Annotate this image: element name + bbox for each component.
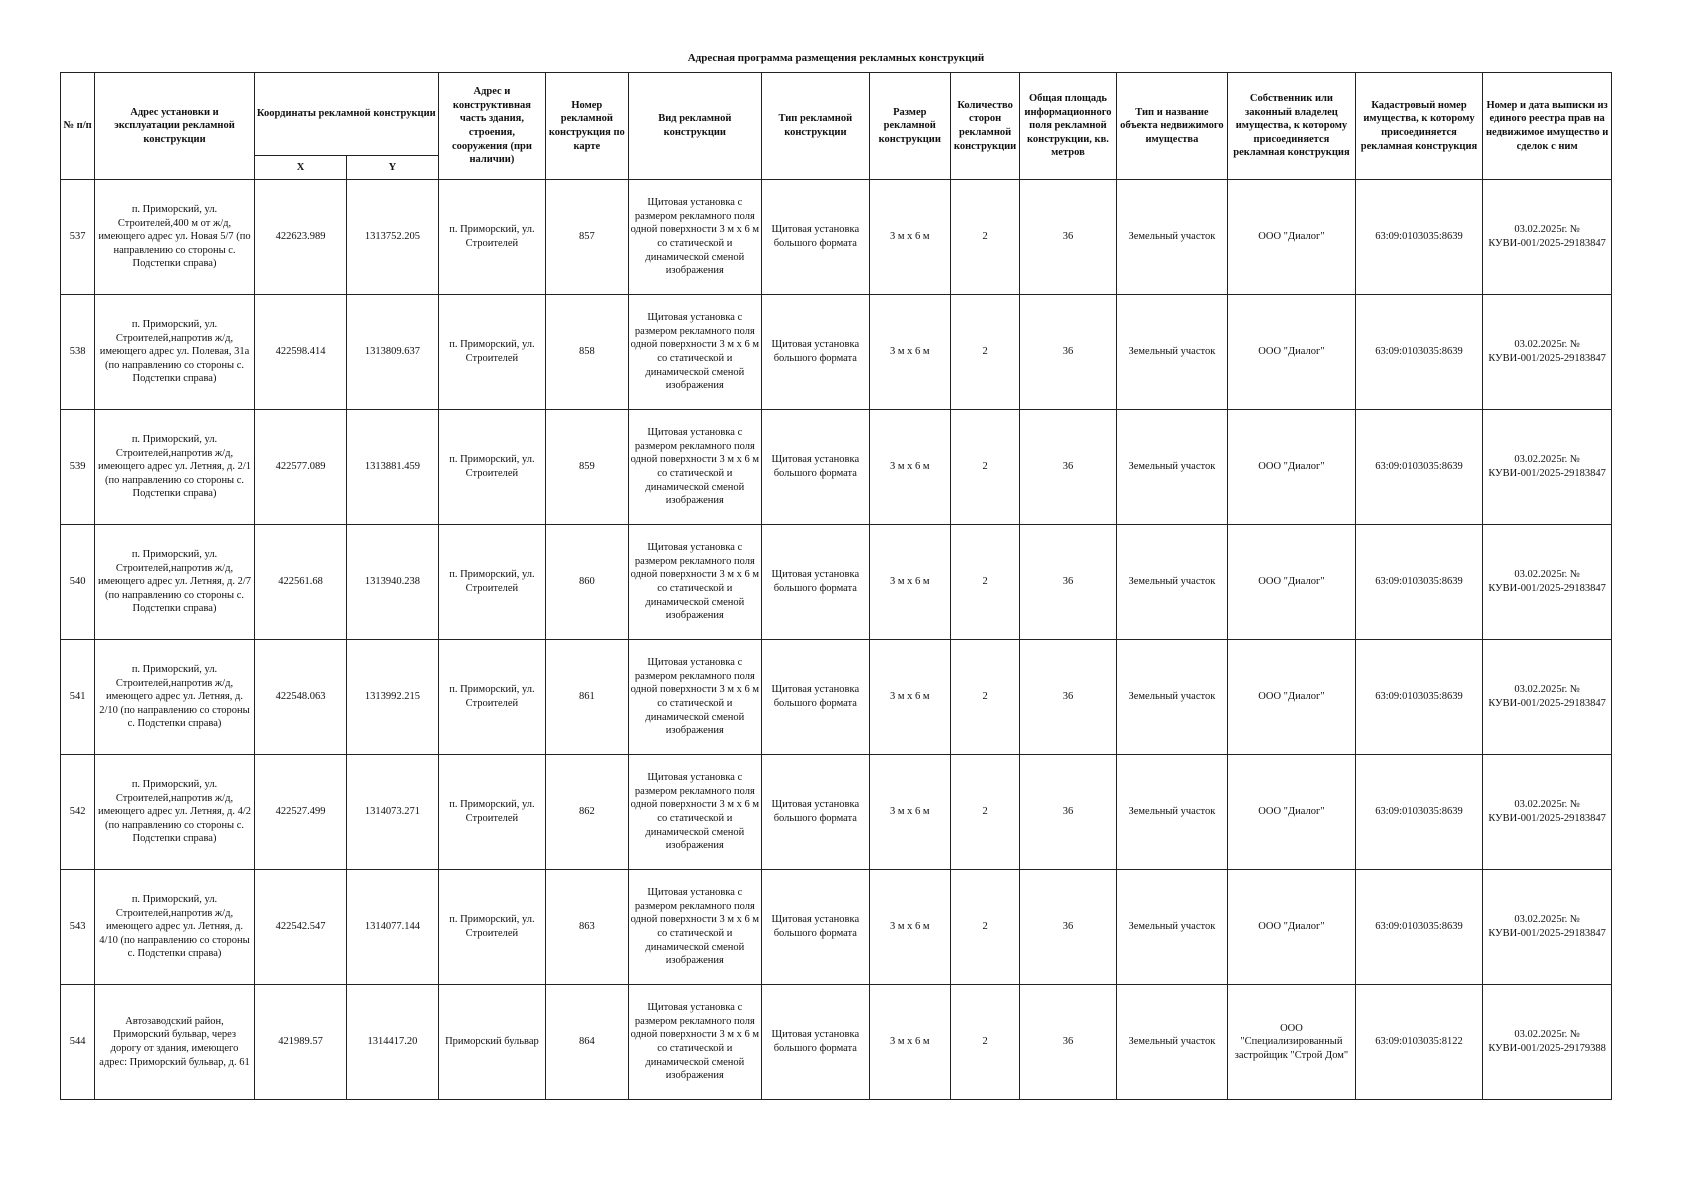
cell-building: п. Приморский, ул. Строителей	[438, 295, 545, 410]
cell-map-number: 864	[546, 985, 628, 1100]
cell-property: Земельный участок	[1116, 640, 1228, 755]
cell-x: 422542.547	[254, 870, 346, 985]
cell-size: 3 м х 6 м	[869, 295, 950, 410]
cell-num: 541	[61, 640, 95, 755]
cell-size: 3 м х 6 м	[869, 640, 950, 755]
cell-area: 36	[1020, 640, 1116, 755]
cell-address: п. Приморский, ул. Строителей,напротив ж/д, имеющего адрес ул. Летняя, д. 4/2 (по направлению со стороны с. Подстепки справа)	[95, 755, 255, 870]
cell-map-number: 858	[546, 295, 628, 410]
cell-num: 540	[61, 525, 95, 640]
header-sides: Количество сторон рекламной конструкции	[950, 73, 1019, 180]
cell-property: Земельный участок	[1116, 180, 1228, 295]
cell-address: п. Приморский, ул. Строителей,напротив ж/д, имеющего адрес ул. Летняя, д. 4/10 (по направлению со стороны с. Подстепки справа)	[95, 870, 255, 985]
header-cadastral: Кадастровый номер имущества, к которому присоединяется рекламная конструкция	[1355, 73, 1483, 180]
cell-x: 422577.089	[254, 410, 346, 525]
cell-x: 422561.68	[254, 525, 346, 640]
cell-sides: 2	[950, 985, 1019, 1100]
advertising-program-table	[60, 72, 1612, 1100]
cell-sides: 2	[950, 755, 1019, 870]
cell-building: п. Приморский, ул. Строителей	[438, 870, 545, 985]
cell-x: 422527.499	[254, 755, 346, 870]
cell-registry: 03.02.2025г. № КУВИ-001/2025-29183847	[1483, 525, 1612, 640]
cell-map-number: 857	[546, 180, 628, 295]
table-row	[61, 295, 1612, 410]
cell-sides: 2	[950, 410, 1019, 525]
cell-area: 36	[1020, 180, 1116, 295]
cell-y: 1313809.637	[347, 295, 438, 410]
cell-owner: ООО "Диалог"	[1228, 640, 1356, 755]
cell-registry: 03.02.2025г. № КУВИ-001/2025-29183847	[1483, 295, 1612, 410]
cell-x: 422623.989	[254, 180, 346, 295]
cell-property: Земельный участок	[1116, 870, 1228, 985]
header-building: Адрес и конструктивная часть здания, строения, сооружения (при наличии)	[438, 73, 545, 180]
cell-property: Земельный участок	[1116, 525, 1228, 640]
cell-building: п. Приморский, ул. Строителей	[438, 525, 545, 640]
cell-y: 1314077.144	[347, 870, 438, 985]
cell-sides: 2	[950, 640, 1019, 755]
cell-owner: ООО "Диалог"	[1228, 525, 1356, 640]
cell-building: п. Приморский, ул. Строителей	[438, 755, 545, 870]
cell-kind: Щитовая установка с размером рекламного поля одной поверхности 3 м х 6 м со статической и динамической сменой изображения	[628, 295, 762, 410]
cell-address: п. Приморский, ул. Строителей,напротив ж/д, имеющего адрес ул. Летняя, д. 2/10 (по направлению со стороны с. Подстепки справа)	[95, 640, 255, 755]
cell-type: Щитовая установка большого формата	[762, 525, 869, 640]
cell-x: 422548.063	[254, 640, 346, 755]
cell-building: п. Приморский, ул. Строителей	[438, 410, 545, 525]
cell-registry: 03.02.2025г. № КУВИ-001/2025-29183847	[1483, 755, 1612, 870]
cell-y: 1314073.271	[347, 755, 438, 870]
cell-num: 542	[61, 755, 95, 870]
cell-cadastral: 63:09:0103035:8639	[1355, 640, 1483, 755]
cell-area: 36	[1020, 870, 1116, 985]
cell-num: 539	[61, 410, 95, 525]
table-row	[61, 180, 1612, 295]
cell-type: Щитовая установка большого формата	[762, 295, 869, 410]
cell-y: 1313992.215	[347, 640, 438, 755]
table-row	[61, 640, 1612, 755]
cell-size: 3 м х 6 м	[869, 755, 950, 870]
header-map-number: Номер рекламной конструкция по карте	[546, 73, 628, 180]
cell-address: п. Приморский, ул. Строителей,напротив ж/д, имеющего адрес ул. Летняя, д. 2/1 (по направлению со стороны с. Подстепки справа)	[95, 410, 255, 525]
cell-kind: Щитовая установка с размером рекламного поля одной поверхности 3 м х 6 м со статической и динамической сменой изображения	[628, 180, 762, 295]
header-owner: Собственник или законный владелец имущества, к которому присоединяется рекламная конструкция	[1228, 73, 1356, 180]
table-row	[61, 525, 1612, 640]
table-row	[61, 410, 1612, 525]
cell-sides: 2	[950, 870, 1019, 985]
document-title: Адресная программа размещения рекламных конструкций	[687, 52, 985, 64]
header-kind: Вид рекламной конструкции	[628, 73, 762, 180]
cell-kind: Щитовая установка с размером рекламного поля одной поверхности 3 м х 6 м со статической и динамической сменой изображения	[628, 870, 762, 985]
table-row	[61, 755, 1612, 870]
cell-cadastral: 63:09:0103035:8639	[1355, 410, 1483, 525]
cell-cadastral: 63:09:0103035:8639	[1355, 180, 1483, 295]
cell-cadastral: 63:09:0103035:8639	[1355, 755, 1483, 870]
cell-area: 36	[1020, 410, 1116, 525]
cell-owner: ООО "Диалог"	[1228, 410, 1356, 525]
cell-num: 538	[61, 295, 95, 410]
cell-registry: 03.02.2025г. № КУВИ-001/2025-29183847	[1483, 640, 1612, 755]
cell-size: 3 м х 6 м	[869, 870, 950, 985]
header-address: Адрес установки и эксплуатации рекламной конструкции	[95, 73, 255, 180]
header-registry: Номер и дата выписки из единого реестра прав на недвижимое имущество и сделок с ним	[1483, 73, 1612, 180]
header-size: Размер рекламной конструкции	[869, 73, 950, 180]
cell-kind: Щитовая установка с размером рекламного поля одной поверхности 3 м х 6 м со статической и динамической сменой изображения	[628, 985, 762, 1100]
header-property: Тип и название объекта недвижимого имущества	[1116, 73, 1228, 180]
cell-registry: 03.02.2025г. № КУВИ-001/2025-29183847	[1483, 180, 1612, 295]
cell-owner: ООО "Специализированный застройщик "Строй Дом"	[1228, 985, 1356, 1100]
cell-type: Щитовая установка большого формата	[762, 870, 869, 985]
cell-property: Земельный участок	[1116, 985, 1228, 1100]
cell-y: 1314417.20	[347, 985, 438, 1100]
cell-type: Щитовая установка большого формата	[762, 180, 869, 295]
cell-area: 36	[1020, 525, 1116, 640]
cell-building: Приморский бульвар	[438, 985, 545, 1100]
cell-kind: Щитовая установка с размером рекламного поля одной поверхности 3 м х 6 м со статической и динамической сменой изображения	[628, 525, 762, 640]
cell-type: Щитовая установка большого формата	[762, 755, 869, 870]
cell-num: 543	[61, 870, 95, 985]
cell-kind: Щитовая установка с размером рекламного поля одной поверхности 3 м х 6 м со статической и динамической сменой изображения	[628, 410, 762, 525]
cell-cadastral: 63:09:0103035:8639	[1355, 870, 1483, 985]
cell-sides: 2	[950, 295, 1019, 410]
cell-x: 421989.57	[254, 985, 346, 1100]
cell-cadastral: 63:09:0103035:8122	[1355, 985, 1483, 1100]
cell-size: 3 м х 6 м	[869, 410, 950, 525]
header-y: Y	[347, 156, 438, 180]
cell-property: Земельный участок	[1116, 295, 1228, 410]
cell-property: Земельный участок	[1116, 755, 1228, 870]
cell-y: 1313881.459	[347, 410, 438, 525]
cell-cadastral: 63:09:0103035:8639	[1355, 295, 1483, 410]
cell-building: п. Приморский, ул. Строителей	[438, 640, 545, 755]
cell-area: 36	[1020, 985, 1116, 1100]
cell-owner: ООО "Диалог"	[1228, 870, 1356, 985]
cell-map-number: 860	[546, 525, 628, 640]
cell-area: 36	[1020, 295, 1116, 410]
cell-property: Земельный участок	[1116, 410, 1228, 525]
cell-registry: 03.02.2025г. № КУВИ-001/2025-29183847	[1483, 410, 1612, 525]
cell-kind: Щитовая установка с размером рекламного поля одной поверхности 3 м х 6 м со статической и динамической сменой изображения	[628, 640, 762, 755]
cell-building: п. Приморский, ул. Строителей	[438, 180, 545, 295]
table-row	[61, 870, 1612, 985]
cell-map-number: 863	[546, 870, 628, 985]
header-type: Тип рекламной конструкции	[762, 73, 869, 180]
cell-type: Щитовая установка большого формата	[762, 640, 869, 755]
cell-map-number: 862	[546, 755, 628, 870]
cell-type: Щитовая установка большого формата	[762, 985, 869, 1100]
cell-x: 422598.414	[254, 295, 346, 410]
cell-size: 3 м х 6 м	[869, 180, 950, 295]
cell-y: 1313940.238	[347, 525, 438, 640]
cell-address: п. Приморский, ул. Строителей,напротив ж/д, имеющего адрес ул. Полевая, 31а (по направлению со стороны с. Подстепки справа)	[95, 295, 255, 410]
cell-type: Щитовая установка большого формата	[762, 410, 869, 525]
cell-sides: 2	[950, 180, 1019, 295]
cell-map-number: 861	[546, 640, 628, 755]
cell-area: 36	[1020, 755, 1116, 870]
table-row	[61, 985, 1612, 1100]
cell-cadastral: 63:09:0103035:8639	[1355, 525, 1483, 640]
cell-address: п. Приморский, ул. Строителей,напротив ж/д, имеющего адрес ул. Летняя, д. 2/7 (по направлению со стороны с. Подстепки справа)	[95, 525, 255, 640]
cell-num: 544	[61, 985, 95, 1100]
cell-registry: 03.02.2025г. № КУВИ-001/2025-29183847	[1483, 870, 1612, 985]
header-num: № п/п	[61, 73, 95, 180]
cell-address: Автозаводский район, Приморский бульвар, через дорогу от здания, имеющего адрес: Приморский бульвар, д. 61	[95, 985, 255, 1100]
cell-sides: 2	[950, 525, 1019, 640]
cell-kind: Щитовая установка с размером рекламного поля одной поверхности 3 м х 6 м со статической и динамической сменой изображения	[628, 755, 762, 870]
cell-num: 537	[61, 180, 95, 295]
cell-map-number: 859	[546, 410, 628, 525]
cell-owner: ООО "Диалог"	[1228, 180, 1356, 295]
header-area: Общая площадь информационного поля рекламной конструкции, кв. метров	[1020, 73, 1116, 180]
cell-owner: ООО "Диалог"	[1228, 295, 1356, 410]
cell-size: 3 м х 6 м	[869, 985, 950, 1100]
cell-address: п. Приморский, ул. Строителей,400 м от ж/д, имеющего адрес ул. Новая 5/7 (по направлению со стороны с. Подстепки справа)	[95, 180, 255, 295]
header-x: X	[254, 156, 346, 180]
header-coords: Координаты рекламной конструкции	[254, 73, 438, 156]
cell-owner: ООО "Диалог"	[1228, 755, 1356, 870]
cell-size: 3 м х 6 м	[869, 525, 950, 640]
cell-registry: 03.02.2025г. № КУВИ-001/2025-29179388	[1483, 985, 1612, 1100]
cell-y: 1313752.205	[347, 180, 438, 295]
